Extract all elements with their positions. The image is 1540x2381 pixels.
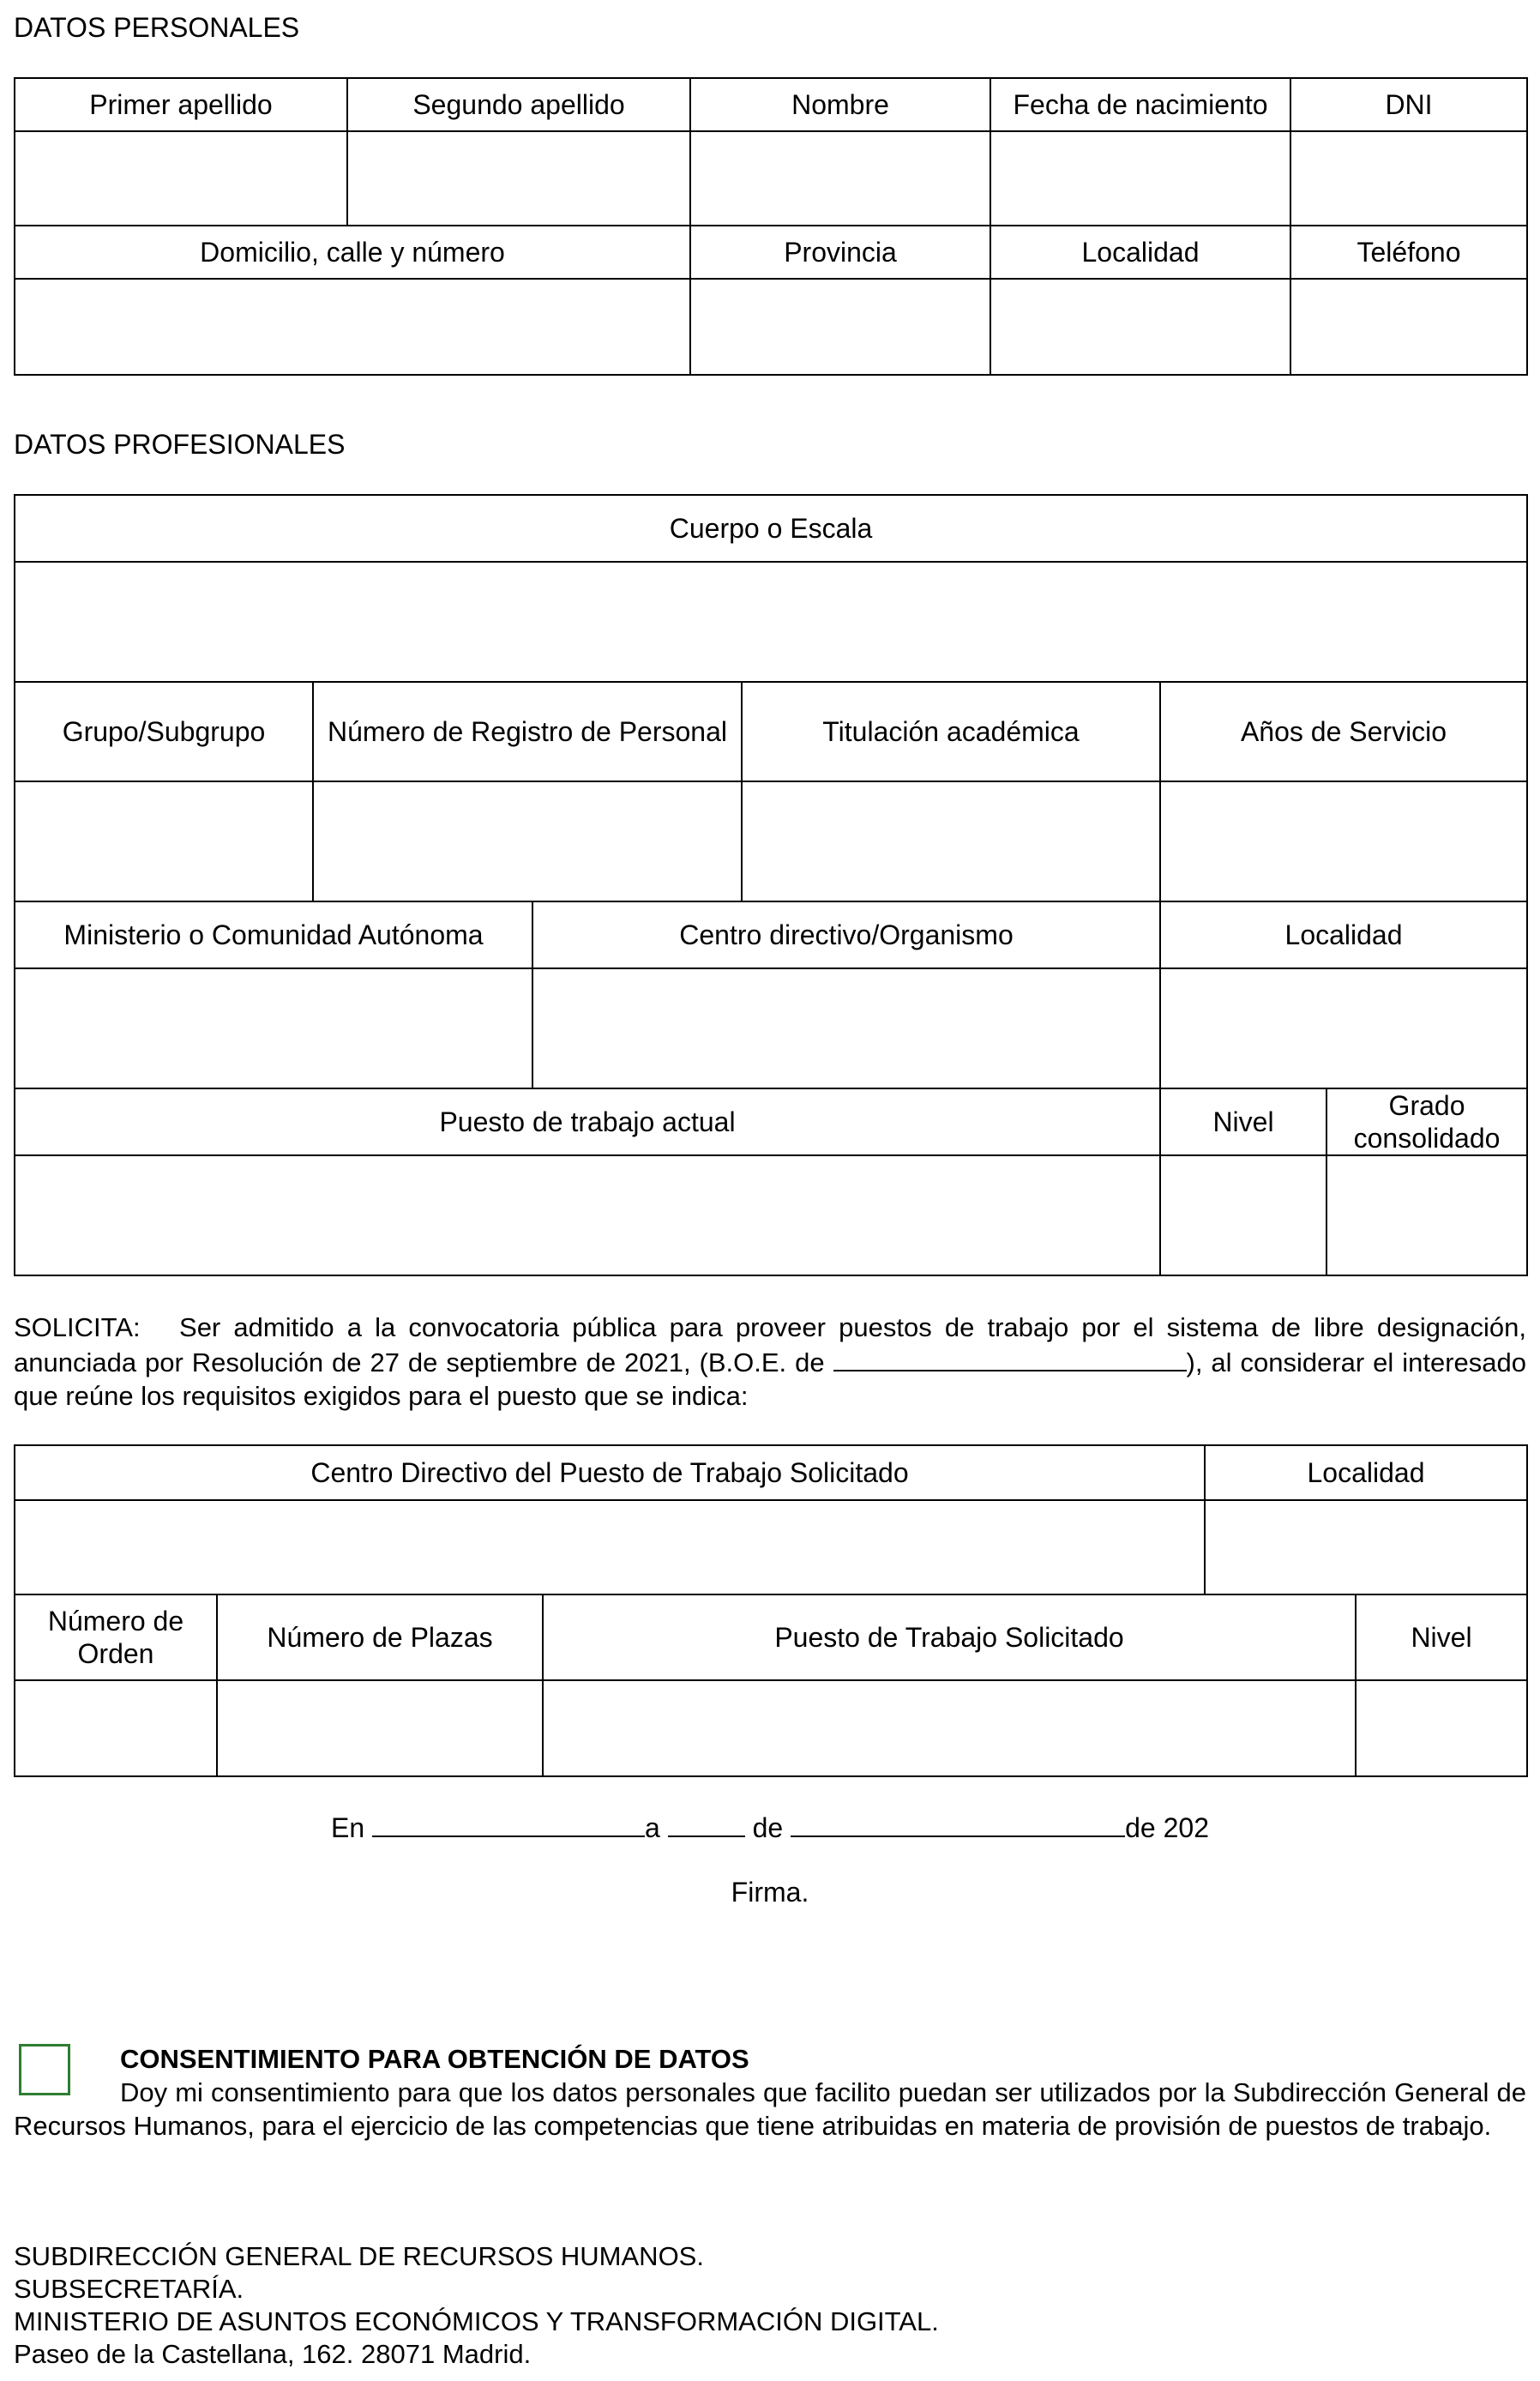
footer-subsecretaria: SUBSECRETARÍA. (14, 2274, 244, 2304)
segundo-apellido-field[interactable] (347, 131, 690, 226)
localidad-solicitada-field[interactable] (1205, 1500, 1527, 1594)
header-localidad-solicitada: Localidad (1205, 1445, 1527, 1500)
a-label: a (645, 1812, 660, 1843)
header-segundo-apellido: Segundo apellido (347, 78, 690, 131)
primer-apellido-field[interactable] (15, 131, 347, 226)
anos-servicio-field[interactable] (1160, 781, 1527, 901)
registro-personal-field[interactable] (313, 781, 742, 901)
centro-directivo-field[interactable] (532, 968, 1160, 1088)
consent-title: CONSENTIMIENTO PARA OBTENCIÓN DE DATOS (120, 2044, 749, 2074)
personal-section-title: DATOS PERSONALES (14, 12, 300, 43)
header-cuerpo-escala: Cuerpo o Escala (15, 495, 1527, 562)
header-ministerio: Ministerio o Comunidad Autónoma (15, 901, 532, 968)
header-anos-servicio: Años de Servicio (1160, 682, 1527, 781)
de-202-label: de 202 (1125, 1812, 1209, 1843)
localidad-profesional-field[interactable] (1160, 968, 1527, 1088)
header-primer-apellido: Primer apellido (15, 78, 347, 131)
header-numero-orden: Número de Orden (15, 1594, 217, 1680)
request-table (14, 1444, 1528, 1777)
header-localidad: Localidad (990, 226, 1290, 279)
localidad-field[interactable] (990, 279, 1290, 375)
header-telefono: Teléfono (1290, 226, 1527, 279)
header-provincia: Provincia (690, 226, 990, 279)
puesto-actual-field[interactable] (15, 1155, 1160, 1275)
telefono-field[interactable] (1290, 279, 1527, 375)
header-centro-directivo: Centro directivo/Organismo (532, 901, 1160, 968)
solicita-text-end: ), al considerar el interesado que reúne los requisitos exigidos para el puesto que se indica: (14, 1347, 1526, 1411)
header-puesto-solicitado: Puesto de Trabajo Solicitado (543, 1594, 1356, 1680)
header-nivel-solicitado: Nivel (1356, 1594, 1527, 1680)
month-blank[interactable] (791, 1810, 1125, 1837)
header-centro-directivo-solicitado: Centro Directivo del Puesto de Trabajo Solicitado (15, 1445, 1205, 1500)
titulacion-field[interactable] (742, 781, 1160, 901)
fecha-nacimiento-field[interactable] (990, 131, 1290, 226)
solicita-label: SOLICITA: (14, 1312, 141, 1342)
ministerio-field[interactable] (15, 968, 532, 1088)
cuerpo-escala-field[interactable] (15, 562, 1527, 682)
solicita-text: Ser admitido a la convocatoria pública para proveer puestos de trabajo por el sistema de libre designación, anunciada por Resolución de 27 de septiembre de 2021, (B.O.E. de (14, 1312, 1526, 1377)
professional-section-title: DATOS PROFESIONALES (14, 429, 346, 460)
place-blank[interactable] (372, 1810, 645, 1837)
footer-subdireccion: SUBDIRECCIÓN GENERAL DE RECURSOS HUMANOS. (14, 2241, 704, 2271)
header-domicilio: Domicilio, calle y número (15, 226, 690, 279)
provincia-field[interactable] (690, 279, 990, 375)
header-nivel: Nivel (1160, 1088, 1326, 1155)
footer-ministerio: MINISTERIO DE ASUNTOS ECONÓMICOS Y TRANSFORMACIÓN DIGITAL. (14, 2306, 939, 2336)
footer-address: Paseo de la Castellana, 162. 28071 Madrid. (14, 2339, 532, 2369)
nivel-solicitado-field[interactable] (1356, 1680, 1527, 1776)
header-nombre: Nombre (690, 78, 990, 131)
signature-date-line (0, 1810, 1540, 1844)
day-blank[interactable] (668, 1810, 745, 1837)
solicita-paragraph (14, 1311, 1526, 1413)
numero-orden-field[interactable] (15, 1680, 217, 1776)
consent-text: Doy mi consentimiento para que los datos personales que facilito puedan ser utilizados por la Subdirección General de Recursos Humanos, para el ejercicio de las competencias que tiene atribuidas en materia de provisión de puestos de trabajo. (14, 2077, 1526, 2141)
header-titulacion: Titulación académica (742, 682, 1160, 781)
dni-field[interactable] (1290, 131, 1527, 226)
puesto-solicitado-field[interactable] (543, 1680, 1356, 1776)
nivel-field[interactable] (1160, 1155, 1326, 1275)
numero-plazas-field[interactable] (217, 1680, 543, 1776)
grupo-subgrupo-field[interactable] (15, 781, 313, 901)
personal-data-table (14, 77, 1528, 376)
boe-date-blank[interactable] (833, 1344, 1187, 1371)
centro-directivo-solicitado-field[interactable] (15, 1500, 1205, 1594)
header-registro-personal: Número de Registro de Personal (313, 682, 742, 781)
header-fecha-nacimiento: Fecha de nacimiento (990, 78, 1290, 131)
header-puesto-actual: Puesto de trabajo actual (15, 1088, 1160, 1155)
header-grupo-subgrupo: Grupo/Subgrupo (15, 682, 313, 781)
de-label: de (752, 1812, 784, 1843)
header-dni: DNI (1290, 78, 1527, 131)
nombre-field[interactable] (690, 131, 990, 226)
firma-label: Firma. (731, 1877, 809, 1908)
grado-consolidado-field[interactable] (1326, 1155, 1527, 1275)
en-label: En (331, 1812, 365, 1843)
domicilio-field[interactable] (15, 279, 690, 375)
professional-data-table (14, 494, 1528, 1276)
header-numero-plazas: Número de Plazas (217, 1594, 543, 1680)
header-grado-consolidado: Grado consolidado (1326, 1088, 1527, 1155)
header-localidad-profesional: Localidad (1160, 901, 1527, 968)
